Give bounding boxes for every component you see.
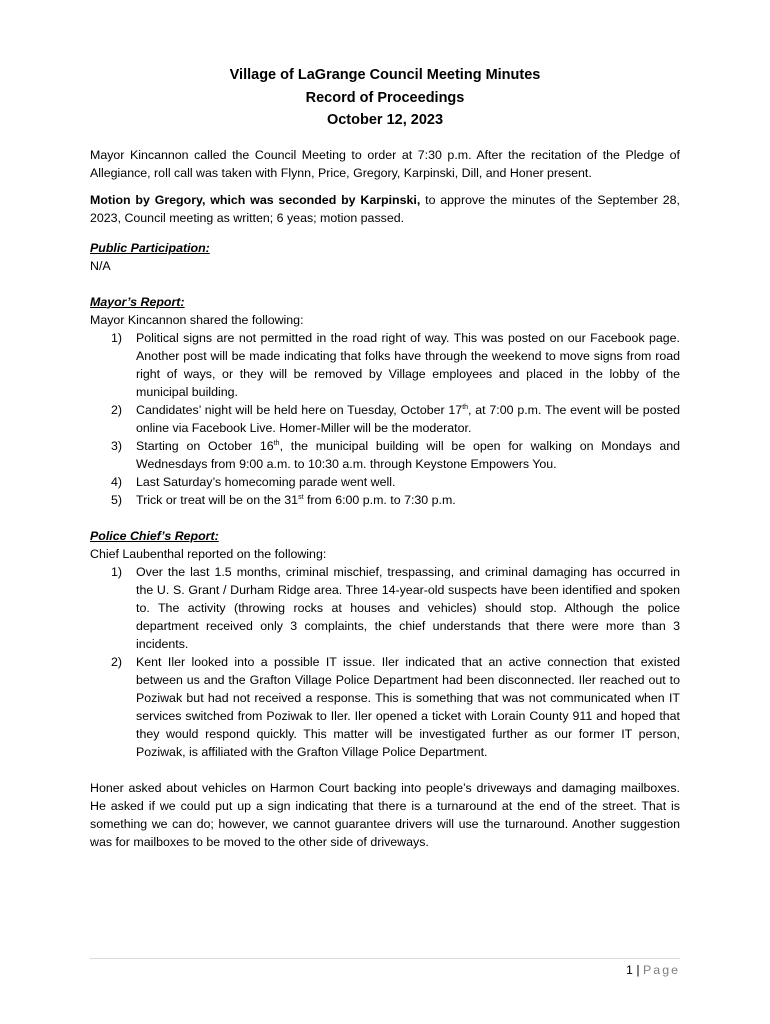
document-page (90, 64, 680, 860)
list-text: Starting on October 16 (136, 438, 274, 453)
document-date: October 12, 2023 (326, 112, 444, 128)
superscript: th (273, 439, 280, 447)
list-text: Last Saturday’s homecoming parade went well. (136, 474, 396, 489)
list-text: Over the last 1.5 months, criminal mischief, trespassing, and criminal damaging has occurred in the U. S. Grant / Durham Ridge area. Three 14-year-old suspects have been identified and spoken to. The activity (throwing rocks at houses and vehicles) should stop. Although the police department received only 3 complaints, the chief understands that there were more than 3 incidents. (136, 564, 680, 651)
list-text: Candidates’ night will be held here on Tuesday, October 17 (136, 402, 463, 417)
closing-paragraph: Honer asked about vehicles on Harmon Court backing into people’s driveways and damaging mailboxes. He asked if we could put up a sign indicating that there is a turnaround at the end of the street. That is something we can do; however, we cannot guarantee drivers will use the turnaround. Another suggestion was for mailboxes to be moved to the other side of driveways. (90, 780, 680, 849)
list-item (90, 653, 680, 761)
list-number: 2) (111, 654, 123, 669)
page-word: Page (643, 963, 680, 977)
motion-paragraph (90, 191, 680, 227)
list-number: 5) (111, 492, 123, 507)
mayor-report-list (90, 329, 680, 509)
list-text-cont: , at 7:00 p.m. The event will be posted online via Facebook Live. Homer-Miller will be the moderator. (136, 402, 680, 435)
list-number: 2) (111, 402, 123, 417)
mayor-report-heading: Mayor’s Report: (90, 294, 185, 309)
list-text: Kent Iler looked into a possible IT issue. Iler indicated that an active connection that existed between us and the Grafton Village Police Department had been disconnected. Iler reached out to Poziwak but had not received a response. This is something that was not communicated when IT services switched from Poziwak to Iler. Iler opened a ticket with Lorain County 911 and hoped that they would respond quickly. This matter will be investigated further as our former IT person, Poziwak, is affiliated with the Grafton Village Police Department. (136, 654, 680, 759)
public-participation-text: N/A (90, 258, 111, 273)
list-text-cont: , the municipal building will be open for walking on Mondays and Wednesdays from 9:00 a.m. to 10:30 a.m. through Keystone Empowers You. (136, 438, 681, 471)
police-report-heading: Police Chief’s Report: (90, 528, 219, 543)
list-item (90, 491, 680, 509)
document-subtitle: Record of Proceedings (305, 89, 465, 106)
document-title: Village of LaGrange Council Meeting Minutes (229, 67, 541, 83)
footer-divider (90, 958, 680, 959)
list-text: Political signs are not permitted in the road right of way. This was posted on our Facebook page. Another post will be made indicating that folks have through the weekend to move signs from road right of ways, or they will be removed by Village employees and placed in the lobby of the municipal building. (136, 330, 680, 399)
page-footer (626, 961, 680, 979)
list-item (90, 563, 680, 653)
list-item (90, 473, 680, 491)
footer-separator: | (636, 963, 640, 977)
list-text: Trick or treat will be on the 31 (136, 492, 299, 507)
list-number: 1) (111, 330, 123, 345)
motion-bold: Motion by Gregory, which was seconded by Karpinski, (90, 192, 421, 207)
public-participation-heading: Public Participation: (90, 240, 210, 255)
list-number: 3) (111, 438, 123, 453)
list-number: 4) (111, 474, 123, 489)
list-item (90, 437, 680, 473)
document-title-block (90, 64, 680, 132)
superscript: st (298, 493, 304, 501)
superscript: th (462, 403, 469, 411)
motion-rest: to approve the minutes of the September 28, 2023, Council meeting as written; 6 yeas; motion passed. (90, 192, 681, 225)
page-number: 1 (626, 963, 633, 977)
list-text-cont: from 6:00 p.m. to 7:30 p.m. (303, 492, 456, 507)
list-item (90, 329, 680, 401)
police-report-list (90, 563, 680, 761)
intro-paragraph: Mayor Kincannon called the Council Meeting to order at 7:30 p.m. After the recitation of the Pledge of Allegiance, roll call was taken with Flynn, Price, Gregory, Karpinski, Dill, and Honer present. (90, 147, 680, 180)
list-number: 1) (111, 564, 123, 579)
list-item (90, 401, 680, 437)
police-report-intro: Chief Laubenthal reported on the following: (90, 546, 327, 561)
mayor-report-intro: Mayor Kincannon shared the following: (90, 312, 304, 327)
